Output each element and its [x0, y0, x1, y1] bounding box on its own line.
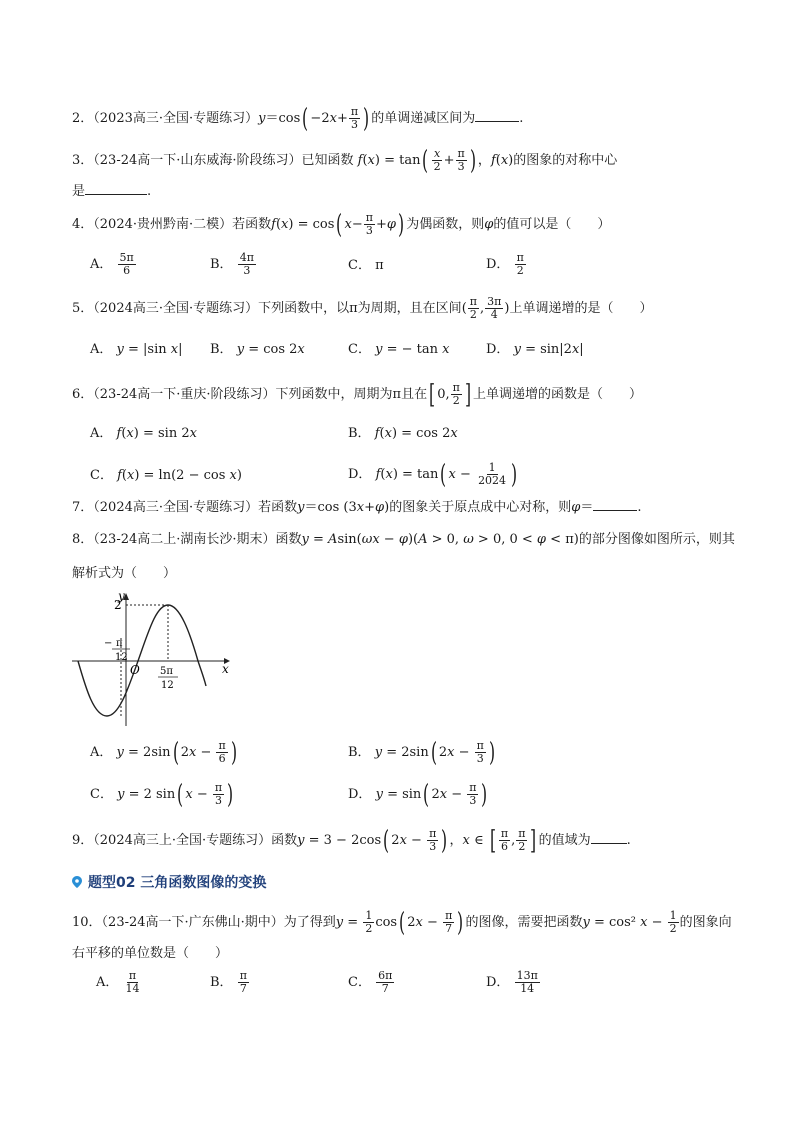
q6-option-b[interactable]: B． f(x) = cos 2x: [348, 426, 458, 441]
origin-label: O: [130, 663, 140, 677]
y-axis-label: y: [118, 589, 125, 603]
q5-option-b[interactable]: B． y = cos 2x: [210, 342, 305, 357]
question-10-cont: [72, 944, 228, 964]
q4-option-c[interactable]: C． π: [348, 258, 384, 273]
q2-text: 的单调递减区间为: [371, 111, 476, 126]
q5-option-c[interactable]: C． y = − tan x: [348, 342, 450, 357]
q10-text2: 的图象向: [679, 915, 732, 930]
q10-cont: 右平移的单位数是（ ）: [72, 946, 229, 961]
q8-source: 8．（23-24高二上·湖南长沙·期末）函数: [72, 532, 302, 547]
q9-text: 的值域为: [538, 833, 591, 848]
q5-text: 为周期，且在区间: [357, 301, 462, 316]
neg-tick-den: 12: [115, 652, 128, 663]
q6-option-c[interactable]: C． f(x) = ln(2 − cos x): [90, 468, 242, 483]
q9-tail: .: [626, 833, 631, 848]
q8-option-c[interactable]: C． y = 2 sin( x − $\frac{\pi}{3}$ ): [90, 779, 234, 810]
question-5: 5．（2024高三·全国·专题练习）下列函数中，以π为周期，且在区间( $\frac{\pi}{2}$ , $\frac{3\pi}{4}$ )上单调递增的是（ ）: [72, 295, 653, 321]
q4-option-b[interactable]: B． $\frac{4\pi}{3}$: [210, 251, 254, 277]
q7-source: 7．（2024高三·全国·专题练习）若函数: [72, 500, 298, 515]
q9-source: 9．（2024高三上·全国·专题练习）函数: [72, 833, 298, 848]
q8-option-d[interactable]: D． y = sin( 2x − $\frac{\pi}{3}$ ): [348, 779, 488, 810]
question-4: 4．（2024·贵州黔南·二模）若函数f(x) = cos( x− $\frac{\pi}{3}$ +φ) 为偶函数，则φ的值可以是（ ）: [72, 209, 611, 240]
q10-source: 10．（23-24高一下·广东佛山·期中）为了得到: [72, 915, 336, 930]
q4-option-d[interactable]: D． $\frac{\pi}{2}$: [486, 251, 524, 277]
q8-option-b[interactable]: B． y = 2sin( 2x − $\frac{\pi}{3}$ ): [348, 737, 496, 768]
q4-text: 为偶函数，则: [406, 217, 485, 232]
q3-cont: 是: [72, 184, 86, 199]
q6-option-a[interactable]: A． f(x) = sin 2x: [90, 426, 197, 441]
q10-option-a[interactable]: A． $\frac{\pi}{14}$: [96, 969, 140, 995]
q8-text: 的部分图像如图所示，则其: [578, 532, 735, 547]
q3-comma: ，: [477, 153, 491, 168]
ymax-label: 2: [114, 598, 122, 612]
question-10: 10．（23-24高一下·广东佛山·期中）为了得到y = $\frac{1}{2}$ cos( 2x − $\frac{\pi}{7}$ ) 的图像，需要把函数y = cos² x − $\frac{1}{2}$ 的图象向: [72, 907, 732, 938]
section-label: 题型02 三角函数图像的变换: [88, 875, 267, 891]
q3-tail: .: [147, 184, 152, 199]
q7-tail: .: [637, 500, 642, 515]
pos-tick-num: 5π: [160, 666, 173, 677]
q6-text2: 上单调递增的函数是（ ）: [473, 387, 643, 402]
q8-cont: 解析式为（ ）: [72, 566, 177, 581]
q4-option-a[interactable]: A． $\frac{5\pi}{6}$: [90, 251, 134, 277]
q2-tail: .: [519, 111, 524, 126]
question-3-cont: [72, 182, 151, 202]
answer-blank[interactable]: [593, 498, 637, 511]
answer-blank[interactable]: [475, 109, 519, 122]
q10-option-c[interactable]: C． $\frac{6\pi}{7}$: [348, 969, 393, 995]
q5-text2: 上单调递增的是（ ）: [509, 301, 653, 316]
q2-source: 2．（2023高三·全国·专题练习）: [72, 111, 259, 126]
q5-option-d[interactable]: D． y = sin|2x|: [486, 342, 584, 357]
neg-tick-num-pi: π: [116, 638, 123, 649]
q6-source: 6．（23-24高一下·重庆·阶段练习）下列函数中，周期为: [72, 387, 393, 402]
x-axis-label: x: [222, 662, 229, 676]
q10-text: 的图像，需要把函数: [465, 915, 583, 930]
q10-option-d[interactable]: D． $\frac{13\pi}{14}$: [486, 969, 538, 995]
section-heading: [72, 872, 266, 892]
pos-tick-den: 12: [161, 680, 174, 691]
answer-blank[interactable]: [85, 182, 147, 195]
answer-blank[interactable]: [591, 831, 627, 844]
question-6: 6．（23-24高一下·重庆·阶段练习）下列函数中，周期为π且在[ 0, $\frac{\pi}{2}$ ] 上单调递增的函数是（ ）: [72, 379, 643, 410]
question-2: 2．（2023高三·全国·专题练习）y＝cos( −2x+ $\frac{\pi}{3}$ ) 的单调递减区间为 .: [72, 103, 524, 134]
q9-comma: ，: [449, 833, 463, 848]
q5-source: 5．（2024高三·全国·专题练习）下列函数中，以: [72, 301, 350, 316]
q3-source: 3．（23-24高一下·山东威海·阶段练习）已知函数: [72, 153, 354, 168]
q5-option-a[interactable]: A． y = |sin x|: [90, 342, 183, 357]
question-8-cont: [72, 564, 176, 584]
neg-tick-num: −: [104, 638, 113, 649]
question-7: 7．（2024高三·全国·专题练习）若函数y＝cos (3x+φ)的图象关于原点成中心对称，则φ＝ .: [72, 500, 642, 515]
q6-text: 且在: [401, 387, 428, 402]
q8-sine-graph: [72, 588, 242, 728]
question-9: 9．（2024高三上·全国·专题练习）函数y = 3 − 2cos( 2x − $\frac{\pi}{3}$ ) ，x ∈ [ $\frac{\pi}{6}$ , $\frac{\pi}{2}$ ] 的值域为 .: [72, 825, 631, 856]
q4-text2: 的值可以是（ ）: [493, 217, 611, 232]
q4-source: 4．（2024·贵州黔南·二模）若函数: [72, 217, 272, 232]
q10-option-b[interactable]: B． $\frac{\pi}{7}$: [210, 969, 247, 995]
q3-text: 的图象的对称中心: [513, 153, 618, 168]
q6-option-d[interactable]: D． f(x) = tan( x − $\frac{1}{2024}$ ): [348, 459, 518, 490]
question-3: 3．（23-24高一下·山东威海·阶段练习）已知函数 f(x) = tan( $\frac{x}{2}$ + $\frac{\pi}{3}$ ) ，f(x)的图象的对称中心: [72, 145, 618, 176]
location-pin-icon: [72, 876, 82, 888]
question-8: 8．（23-24高二上·湖南长沙·期末）函数y = Asin(ωx − φ)(A > 0, ω > 0, 0 < φ < π)的部分图像如图所示，则其: [72, 532, 735, 547]
q7-text: 的图象关于原点成中心对称，则: [389, 500, 572, 515]
q8-option-a[interactable]: A． y = 2sin( 2x − $\frac{\pi}{6}$ ): [90, 737, 237, 768]
